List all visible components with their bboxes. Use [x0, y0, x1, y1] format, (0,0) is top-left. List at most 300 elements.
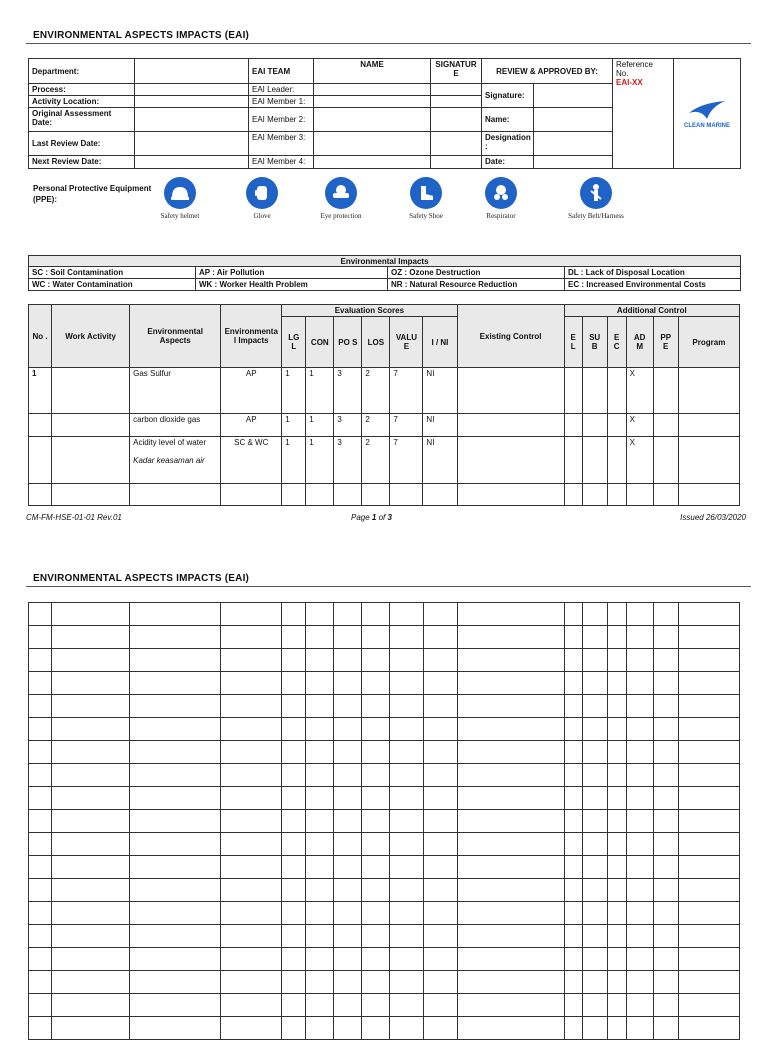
empty-cell[interactable] — [282, 787, 306, 810]
member1-name[interactable] — [314, 96, 431, 108]
date-value[interactable] — [534, 156, 613, 169]
empty-cell[interactable] — [678, 741, 739, 764]
empty-cell[interactable] — [221, 626, 282, 649]
empty-cell[interactable] — [678, 695, 739, 718]
empty-cell[interactable] — [626, 1017, 653, 1040]
empty-cell[interactable] — [607, 810, 626, 833]
empty-cell[interactable] — [390, 948, 423, 971]
empty-cell[interactable] — [29, 484, 52, 506]
empty-cell[interactable] — [607, 879, 626, 902]
empty-cell[interactable] — [423, 626, 457, 649]
empty-cell[interactable] — [423, 1017, 457, 1040]
empty-cell[interactable] — [29, 741, 52, 764]
empty-cell[interactable] — [678, 994, 739, 1017]
empty-cell[interactable] — [457, 833, 564, 856]
empty-cell[interactable] — [582, 787, 607, 810]
cell-el[interactable] — [564, 368, 582, 414]
empty-cell[interactable] — [607, 626, 626, 649]
empty-cell[interactable] — [607, 484, 626, 506]
empty-cell[interactable] — [29, 649, 52, 672]
empty-cell[interactable] — [390, 718, 423, 741]
empty-cell[interactable] — [29, 902, 52, 925]
empty-cell[interactable] — [626, 484, 653, 506]
empty-cell[interactable] — [52, 810, 130, 833]
empty-cell[interactable] — [653, 603, 678, 626]
empty-cell[interactable] — [306, 741, 334, 764]
empty-cell[interactable] — [221, 718, 282, 741]
empty-cell[interactable] — [678, 879, 739, 902]
empty-cell[interactable] — [306, 718, 334, 741]
empty-cell[interactable] — [457, 925, 564, 948]
cell-ppe[interactable] — [653, 437, 678, 484]
cell-existing-control[interactable] — [457, 368, 564, 414]
empty-cell[interactable] — [130, 649, 221, 672]
empty-cell[interactable] — [52, 787, 130, 810]
empty-cell[interactable] — [130, 718, 221, 741]
empty-cell[interactable] — [282, 764, 306, 787]
empty-cell[interactable] — [362, 672, 390, 695]
empty-cell[interactable] — [423, 810, 457, 833]
empty-cell[interactable] — [582, 626, 607, 649]
empty-cell[interactable] — [130, 948, 221, 971]
empty-cell[interactable] — [29, 764, 52, 787]
empty-cell[interactable] — [130, 994, 221, 1017]
empty-cell[interactable] — [607, 741, 626, 764]
empty-cell[interactable] — [582, 994, 607, 1017]
empty-cell[interactable] — [423, 695, 457, 718]
empty-cell[interactable] — [334, 741, 362, 764]
empty-cell[interactable] — [678, 925, 739, 948]
empty-cell[interactable] — [607, 833, 626, 856]
empty-cell[interactable] — [390, 695, 423, 718]
empty-cell[interactable] — [678, 833, 739, 856]
empty-cell[interactable] — [52, 856, 130, 879]
member4-signature[interactable] — [431, 156, 482, 169]
empty-cell[interactable] — [52, 626, 130, 649]
empty-cell[interactable] — [626, 741, 653, 764]
empty-cell[interactable] — [390, 603, 423, 626]
empty-cell[interactable] — [457, 856, 564, 879]
empty-cell[interactable] — [390, 833, 423, 856]
empty-cell[interactable] — [52, 902, 130, 925]
empty-cell[interactable] — [334, 484, 362, 506]
empty-cell[interactable] — [653, 484, 678, 506]
empty-cell[interactable] — [582, 718, 607, 741]
empty-cell[interactable] — [390, 971, 423, 994]
empty-cell[interactable] — [29, 994, 52, 1017]
empty-cell[interactable] — [457, 902, 564, 925]
empty-cell[interactable] — [457, 741, 564, 764]
empty-cell[interactable] — [653, 787, 678, 810]
empty-cell[interactable] — [334, 764, 362, 787]
empty-cell[interactable] — [678, 484, 739, 506]
empty-cell[interactable] — [282, 971, 306, 994]
empty-cell[interactable] — [457, 764, 564, 787]
empty-cell[interactable] — [653, 626, 678, 649]
empty-cell[interactable] — [626, 787, 653, 810]
empty-cell[interactable] — [362, 484, 390, 506]
empty-cell[interactable] — [334, 925, 362, 948]
empty-cell[interactable] — [626, 810, 653, 833]
empty-cell[interactable] — [282, 925, 306, 948]
empty-cell[interactable] — [29, 672, 52, 695]
designation-value[interactable] — [534, 132, 613, 156]
empty-cell[interactable] — [130, 672, 221, 695]
empty-cell[interactable] — [221, 994, 282, 1017]
empty-cell[interactable] — [582, 1017, 607, 1040]
empty-cell[interactable] — [678, 764, 739, 787]
empty-cell[interactable] — [607, 1017, 626, 1040]
empty-cell[interactable] — [362, 879, 390, 902]
empty-cell[interactable] — [626, 994, 653, 1017]
empty-cell[interactable] — [130, 626, 221, 649]
empty-cell[interactable] — [306, 626, 334, 649]
empty-cell[interactable] — [221, 902, 282, 925]
empty-cell[interactable] — [362, 1017, 390, 1040]
original-assessment-value[interactable] — [135, 108, 249, 132]
empty-cell[interactable] — [607, 971, 626, 994]
empty-cell[interactable] — [306, 925, 334, 948]
empty-cell[interactable] — [306, 971, 334, 994]
empty-cell[interactable] — [390, 856, 423, 879]
empty-cell[interactable] — [130, 1017, 221, 1040]
empty-cell[interactable] — [582, 925, 607, 948]
empty-cell[interactable] — [564, 902, 582, 925]
empty-cell[interactable] — [334, 856, 362, 879]
empty-cell[interactable] — [221, 810, 282, 833]
empty-cell[interactable] — [130, 879, 221, 902]
empty-cell[interactable] — [653, 833, 678, 856]
empty-cell[interactable] — [221, 672, 282, 695]
empty-cell[interactable] — [282, 484, 306, 506]
empty-cell[interactable] — [362, 971, 390, 994]
empty-cell[interactable] — [221, 603, 282, 626]
empty-cell[interactable] — [582, 810, 607, 833]
empty-cell[interactable] — [607, 925, 626, 948]
empty-cell[interactable] — [423, 833, 457, 856]
empty-cell[interactable] — [362, 925, 390, 948]
empty-cell[interactable] — [564, 672, 582, 695]
empty-cell[interactable] — [653, 672, 678, 695]
empty-cell[interactable] — [130, 833, 221, 856]
empty-cell[interactable] — [282, 994, 306, 1017]
empty-cell[interactable] — [362, 994, 390, 1017]
empty-cell[interactable] — [221, 1017, 282, 1040]
empty-cell[interactable] — [29, 603, 52, 626]
empty-cell[interactable] — [564, 810, 582, 833]
empty-cell[interactable] — [52, 833, 130, 856]
empty-cell[interactable] — [626, 695, 653, 718]
empty-cell[interactable] — [52, 948, 130, 971]
empty-cell[interactable] — [29, 626, 52, 649]
empty-cell[interactable] — [626, 764, 653, 787]
empty-cell[interactable] — [334, 971, 362, 994]
empty-cell[interactable] — [52, 879, 130, 902]
empty-cell[interactable] — [362, 787, 390, 810]
empty-cell[interactable] — [564, 948, 582, 971]
empty-cell[interactable] — [390, 741, 423, 764]
empty-cell[interactable] — [653, 925, 678, 948]
empty-cell[interactable] — [582, 902, 607, 925]
empty-cell[interactable] — [390, 764, 423, 787]
empty-cell[interactable] — [390, 649, 423, 672]
eai-leader-name[interactable] — [314, 84, 431, 96]
empty-cell[interactable] — [282, 833, 306, 856]
empty-cell[interactable] — [306, 948, 334, 971]
empty-cell[interactable] — [334, 1017, 362, 1040]
empty-cell[interactable] — [282, 695, 306, 718]
empty-cell[interactable] — [362, 603, 390, 626]
empty-cell[interactable] — [334, 833, 362, 856]
empty-cell[interactable] — [607, 695, 626, 718]
member3-signature[interactable] — [431, 132, 482, 156]
empty-cell[interactable] — [390, 810, 423, 833]
empty-cell[interactable] — [564, 718, 582, 741]
empty-cell[interactable] — [29, 856, 52, 879]
empty-cell[interactable] — [282, 902, 306, 925]
cell-program[interactable] — [678, 414, 739, 437]
empty-cell[interactable] — [29, 695, 52, 718]
empty-cell[interactable] — [29, 810, 52, 833]
empty-cell[interactable] — [653, 994, 678, 1017]
empty-cell[interactable] — [282, 718, 306, 741]
empty-cell[interactable] — [626, 948, 653, 971]
empty-cell[interactable] — [52, 925, 130, 948]
empty-cell[interactable] — [306, 787, 334, 810]
empty-cell[interactable] — [221, 484, 282, 506]
cell-work-activity[interactable] — [52, 414, 130, 437]
cell-el[interactable] — [564, 437, 582, 484]
member2-name[interactable] — [314, 108, 431, 132]
process-value[interactable] — [135, 84, 249, 96]
empty-cell[interactable] — [334, 879, 362, 902]
empty-cell[interactable] — [626, 649, 653, 672]
empty-cell[interactable] — [390, 879, 423, 902]
empty-cell[interactable] — [390, 626, 423, 649]
empty-cell[interactable] — [221, 764, 282, 787]
empty-cell[interactable] — [678, 718, 739, 741]
empty-cell[interactable] — [29, 879, 52, 902]
empty-cell[interactable] — [306, 603, 334, 626]
empty-cell[interactable] — [390, 1017, 423, 1040]
cell-ec[interactable] — [607, 437, 626, 484]
cell-program[interactable] — [678, 368, 739, 414]
empty-cell[interactable] — [306, 1017, 334, 1040]
empty-cell[interactable] — [626, 833, 653, 856]
empty-cell[interactable] — [678, 649, 739, 672]
empty-cell[interactable] — [282, 672, 306, 695]
empty-cell[interactable] — [423, 484, 457, 506]
empty-cell[interactable] — [334, 810, 362, 833]
cell-ec[interactable] — [607, 414, 626, 437]
empty-cell[interactable] — [362, 626, 390, 649]
empty-cell[interactable] — [282, 649, 306, 672]
empty-cell[interactable] — [564, 994, 582, 1017]
empty-cell[interactable] — [306, 810, 334, 833]
empty-cell[interactable] — [282, 603, 306, 626]
empty-cell[interactable] — [653, 810, 678, 833]
empty-cell[interactable] — [282, 856, 306, 879]
cell-existing-control[interactable] — [457, 414, 564, 437]
empty-cell[interactable] — [306, 672, 334, 695]
empty-cell[interactable] — [564, 484, 582, 506]
empty-cell[interactable] — [423, 787, 457, 810]
empty-cell[interactable] — [29, 948, 52, 971]
empty-cell[interactable] — [362, 833, 390, 856]
empty-cell[interactable] — [582, 649, 607, 672]
empty-cell[interactable] — [52, 672, 130, 695]
cell-work-activity[interactable] — [52, 437, 130, 484]
empty-cell[interactable] — [626, 603, 653, 626]
empty-cell[interactable] — [221, 649, 282, 672]
empty-cell[interactable] — [607, 902, 626, 925]
activity-location-value[interactable] — [135, 96, 249, 108]
empty-cell[interactable] — [582, 764, 607, 787]
member4-name[interactable] — [314, 156, 431, 169]
empty-cell[interactable] — [607, 948, 626, 971]
empty-cell[interactable] — [653, 649, 678, 672]
empty-cell[interactable] — [423, 649, 457, 672]
empty-cell[interactable] — [390, 994, 423, 1017]
empty-cell[interactable] — [362, 649, 390, 672]
empty-cell[interactable] — [29, 833, 52, 856]
cell-ec[interactable] — [607, 368, 626, 414]
empty-cell[interactable] — [362, 718, 390, 741]
empty-cell[interactable] — [306, 833, 334, 856]
cell-ppe[interactable] — [653, 414, 678, 437]
empty-cell[interactable] — [582, 879, 607, 902]
empty-cell[interactable] — [564, 649, 582, 672]
empty-cell[interactable] — [564, 787, 582, 810]
empty-cell[interactable] — [678, 856, 739, 879]
empty-cell[interactable] — [564, 741, 582, 764]
empty-cell[interactable] — [221, 833, 282, 856]
empty-cell[interactable] — [306, 856, 334, 879]
empty-cell[interactable] — [457, 810, 564, 833]
empty-cell[interactable] — [564, 856, 582, 879]
empty-cell[interactable] — [653, 718, 678, 741]
empty-cell[interactable] — [29, 971, 52, 994]
empty-cell[interactable] — [52, 1017, 130, 1040]
empty-cell[interactable] — [457, 1017, 564, 1040]
empty-cell[interactable] — [29, 925, 52, 948]
empty-cell[interactable] — [626, 672, 653, 695]
empty-cell[interactable] — [423, 971, 457, 994]
cell-existing-control[interactable] — [457, 437, 564, 484]
empty-cell[interactable] — [626, 856, 653, 879]
empty-cell[interactable] — [221, 971, 282, 994]
empty-cell[interactable] — [457, 718, 564, 741]
cell-program[interactable] — [678, 437, 739, 484]
empty-cell[interactable] — [653, 856, 678, 879]
empty-cell[interactable] — [282, 626, 306, 649]
empty-cell[interactable] — [334, 672, 362, 695]
empty-cell[interactable] — [282, 948, 306, 971]
empty-cell[interactable] — [221, 695, 282, 718]
empty-cell[interactable] — [334, 695, 362, 718]
empty-cell[interactable] — [362, 810, 390, 833]
empty-cell[interactable] — [130, 971, 221, 994]
empty-cell[interactable] — [130, 902, 221, 925]
empty-cell[interactable] — [607, 672, 626, 695]
empty-cell[interactable] — [29, 718, 52, 741]
empty-cell[interactable] — [52, 764, 130, 787]
empty-cell[interactable] — [457, 672, 564, 695]
empty-cell[interactable] — [582, 741, 607, 764]
empty-cell[interactable] — [653, 1017, 678, 1040]
empty-cell[interactable] — [423, 603, 457, 626]
empty-cell[interactable] — [653, 741, 678, 764]
cell-sub[interactable] — [582, 368, 607, 414]
empty-cell[interactable] — [457, 994, 564, 1017]
empty-cell[interactable] — [678, 810, 739, 833]
empty-cell[interactable] — [582, 484, 607, 506]
empty-cell[interactable] — [52, 994, 130, 1017]
empty-cell[interactable] — [390, 484, 423, 506]
empty-cell[interactable] — [306, 994, 334, 1017]
empty-cell[interactable] — [582, 856, 607, 879]
empty-cell[interactable] — [282, 1017, 306, 1040]
empty-cell[interactable] — [306, 879, 334, 902]
empty-cell[interactable] — [423, 856, 457, 879]
empty-cell[interactable] — [678, 787, 739, 810]
cell-sub[interactable] — [582, 437, 607, 484]
empty-cell[interactable] — [626, 925, 653, 948]
empty-cell[interactable] — [130, 856, 221, 879]
empty-cell[interactable] — [457, 626, 564, 649]
empty-cell[interactable] — [607, 856, 626, 879]
empty-cell[interactable] — [130, 484, 221, 506]
empty-cell[interactable] — [582, 695, 607, 718]
empty-cell[interactable] — [626, 718, 653, 741]
empty-cell[interactable] — [457, 603, 564, 626]
empty-cell[interactable] — [678, 902, 739, 925]
empty-cell[interactable] — [607, 787, 626, 810]
member2-signature[interactable] — [431, 108, 482, 132]
empty-cell[interactable] — [423, 948, 457, 971]
empty-cell[interactable] — [334, 902, 362, 925]
empty-cell[interactable] — [221, 879, 282, 902]
empty-cell[interactable] — [362, 948, 390, 971]
empty-cell[interactable] — [457, 484, 564, 506]
name-value[interactable] — [534, 108, 613, 132]
empty-cell[interactable] — [457, 971, 564, 994]
empty-cell[interactable] — [362, 741, 390, 764]
empty-cell[interactable] — [564, 764, 582, 787]
empty-cell[interactable] — [52, 695, 130, 718]
empty-cell[interactable] — [653, 695, 678, 718]
cell-ppe[interactable] — [653, 368, 678, 414]
empty-cell[interactable] — [653, 879, 678, 902]
empty-cell[interactable] — [130, 925, 221, 948]
member1-signature[interactable] — [431, 96, 482, 108]
empty-cell[interactable] — [423, 764, 457, 787]
empty-cell[interactable] — [626, 879, 653, 902]
empty-cell[interactable] — [29, 1017, 52, 1040]
empty-cell[interactable] — [423, 718, 457, 741]
empty-cell[interactable] — [607, 994, 626, 1017]
empty-cell[interactable] — [362, 856, 390, 879]
empty-cell[interactable] — [362, 764, 390, 787]
empty-cell[interactable] — [390, 902, 423, 925]
empty-cell[interactable] — [678, 603, 739, 626]
empty-cell[interactable] — [423, 741, 457, 764]
empty-cell[interactable] — [564, 603, 582, 626]
empty-cell[interactable] — [582, 948, 607, 971]
empty-cell[interactable] — [607, 649, 626, 672]
empty-cell[interactable] — [306, 484, 334, 506]
empty-cell[interactable] — [678, 1017, 739, 1040]
